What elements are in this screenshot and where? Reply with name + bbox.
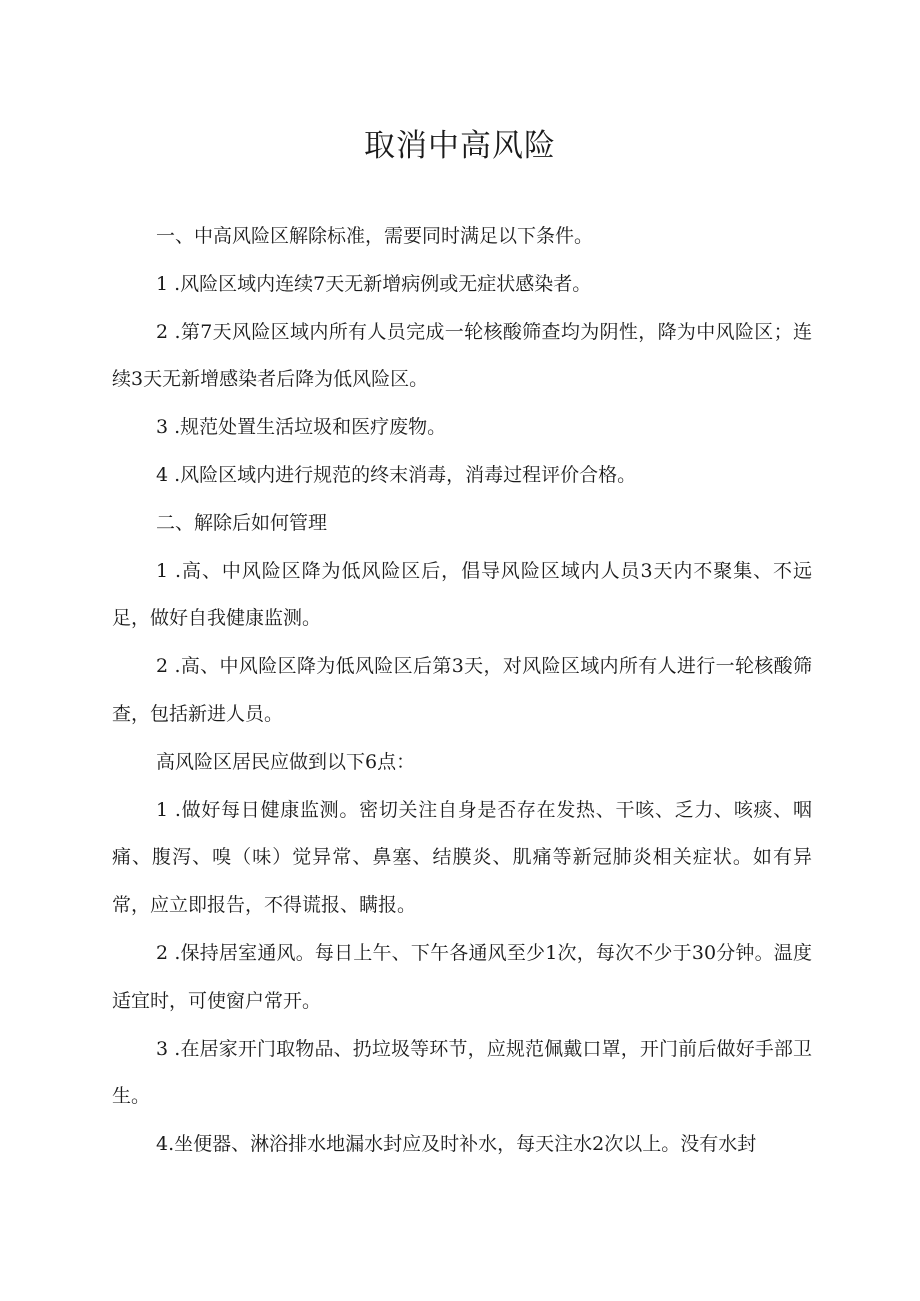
paragraph: 2 .保持居室通风。每日上午、下午各通风至少1次，每次不少于30分钟。温度适宜时，可使窗户常开。 bbox=[112, 941, 812, 1012]
page-title: 取消中高风险 bbox=[364, 128, 556, 164]
paragraph: 1 .高、中风险区降为低风险区后，倡导风险区域内人员3天内不聚集、不远足，做好自我健康监测。 bbox=[112, 559, 812, 630]
paragraph: 3 .规范处置生活垃圾和医疗废物。 bbox=[156, 416, 447, 439]
paragraph: 4.坐便器、淋浴排水地漏水封应及时补水，每天注水2次以上。没有水封 bbox=[156, 1133, 757, 1156]
section-heading-1: 一、中高风险区解除标准，需要同时满足以下条件。 bbox=[156, 225, 594, 247]
paragraph: 4 .风险区域内进行规范的终末消毒，消毒过程评价合格。 bbox=[156, 463, 637, 486]
paragraph: 1 .风险区域内连续7天无新增病例或无症状感染者。 bbox=[156, 272, 592, 295]
paragraph: 2 .高、中风险区降为低风险区后第3天，对风险区域内所有人进行一轮核酸筛查，包括新进人员。 bbox=[112, 655, 812, 725]
paragraph: 3 .在居家开门取物品、扔垃圾等环节，应规范佩戴口罩，开门前后做好手部卫生。 bbox=[112, 1037, 812, 1108]
section-heading-3: 高风险区居民应做到以下6点： bbox=[156, 750, 416, 773]
document-body bbox=[112, 213, 812, 1169]
paragraph: 1 .做好每日健康监测。密切关注自身是否存在发热、干咳、乏力、咳痰、咽痛、腹泻、嗅（味）觉异常、鼻塞、结膜炎、肌痛等新冠肺炎相关症状。如有异常，应立即报告，不得谎报、瞒报。 bbox=[112, 798, 812, 917]
paragraph: 2 .第7天风险区域内所有人员完成一轮核酸筛查均为阴性，降为中风险区；连续3天无新增感染者后降为低风险区。 bbox=[112, 320, 812, 391]
section-heading-2: 二、解除后如何管理 bbox=[156, 511, 328, 534]
